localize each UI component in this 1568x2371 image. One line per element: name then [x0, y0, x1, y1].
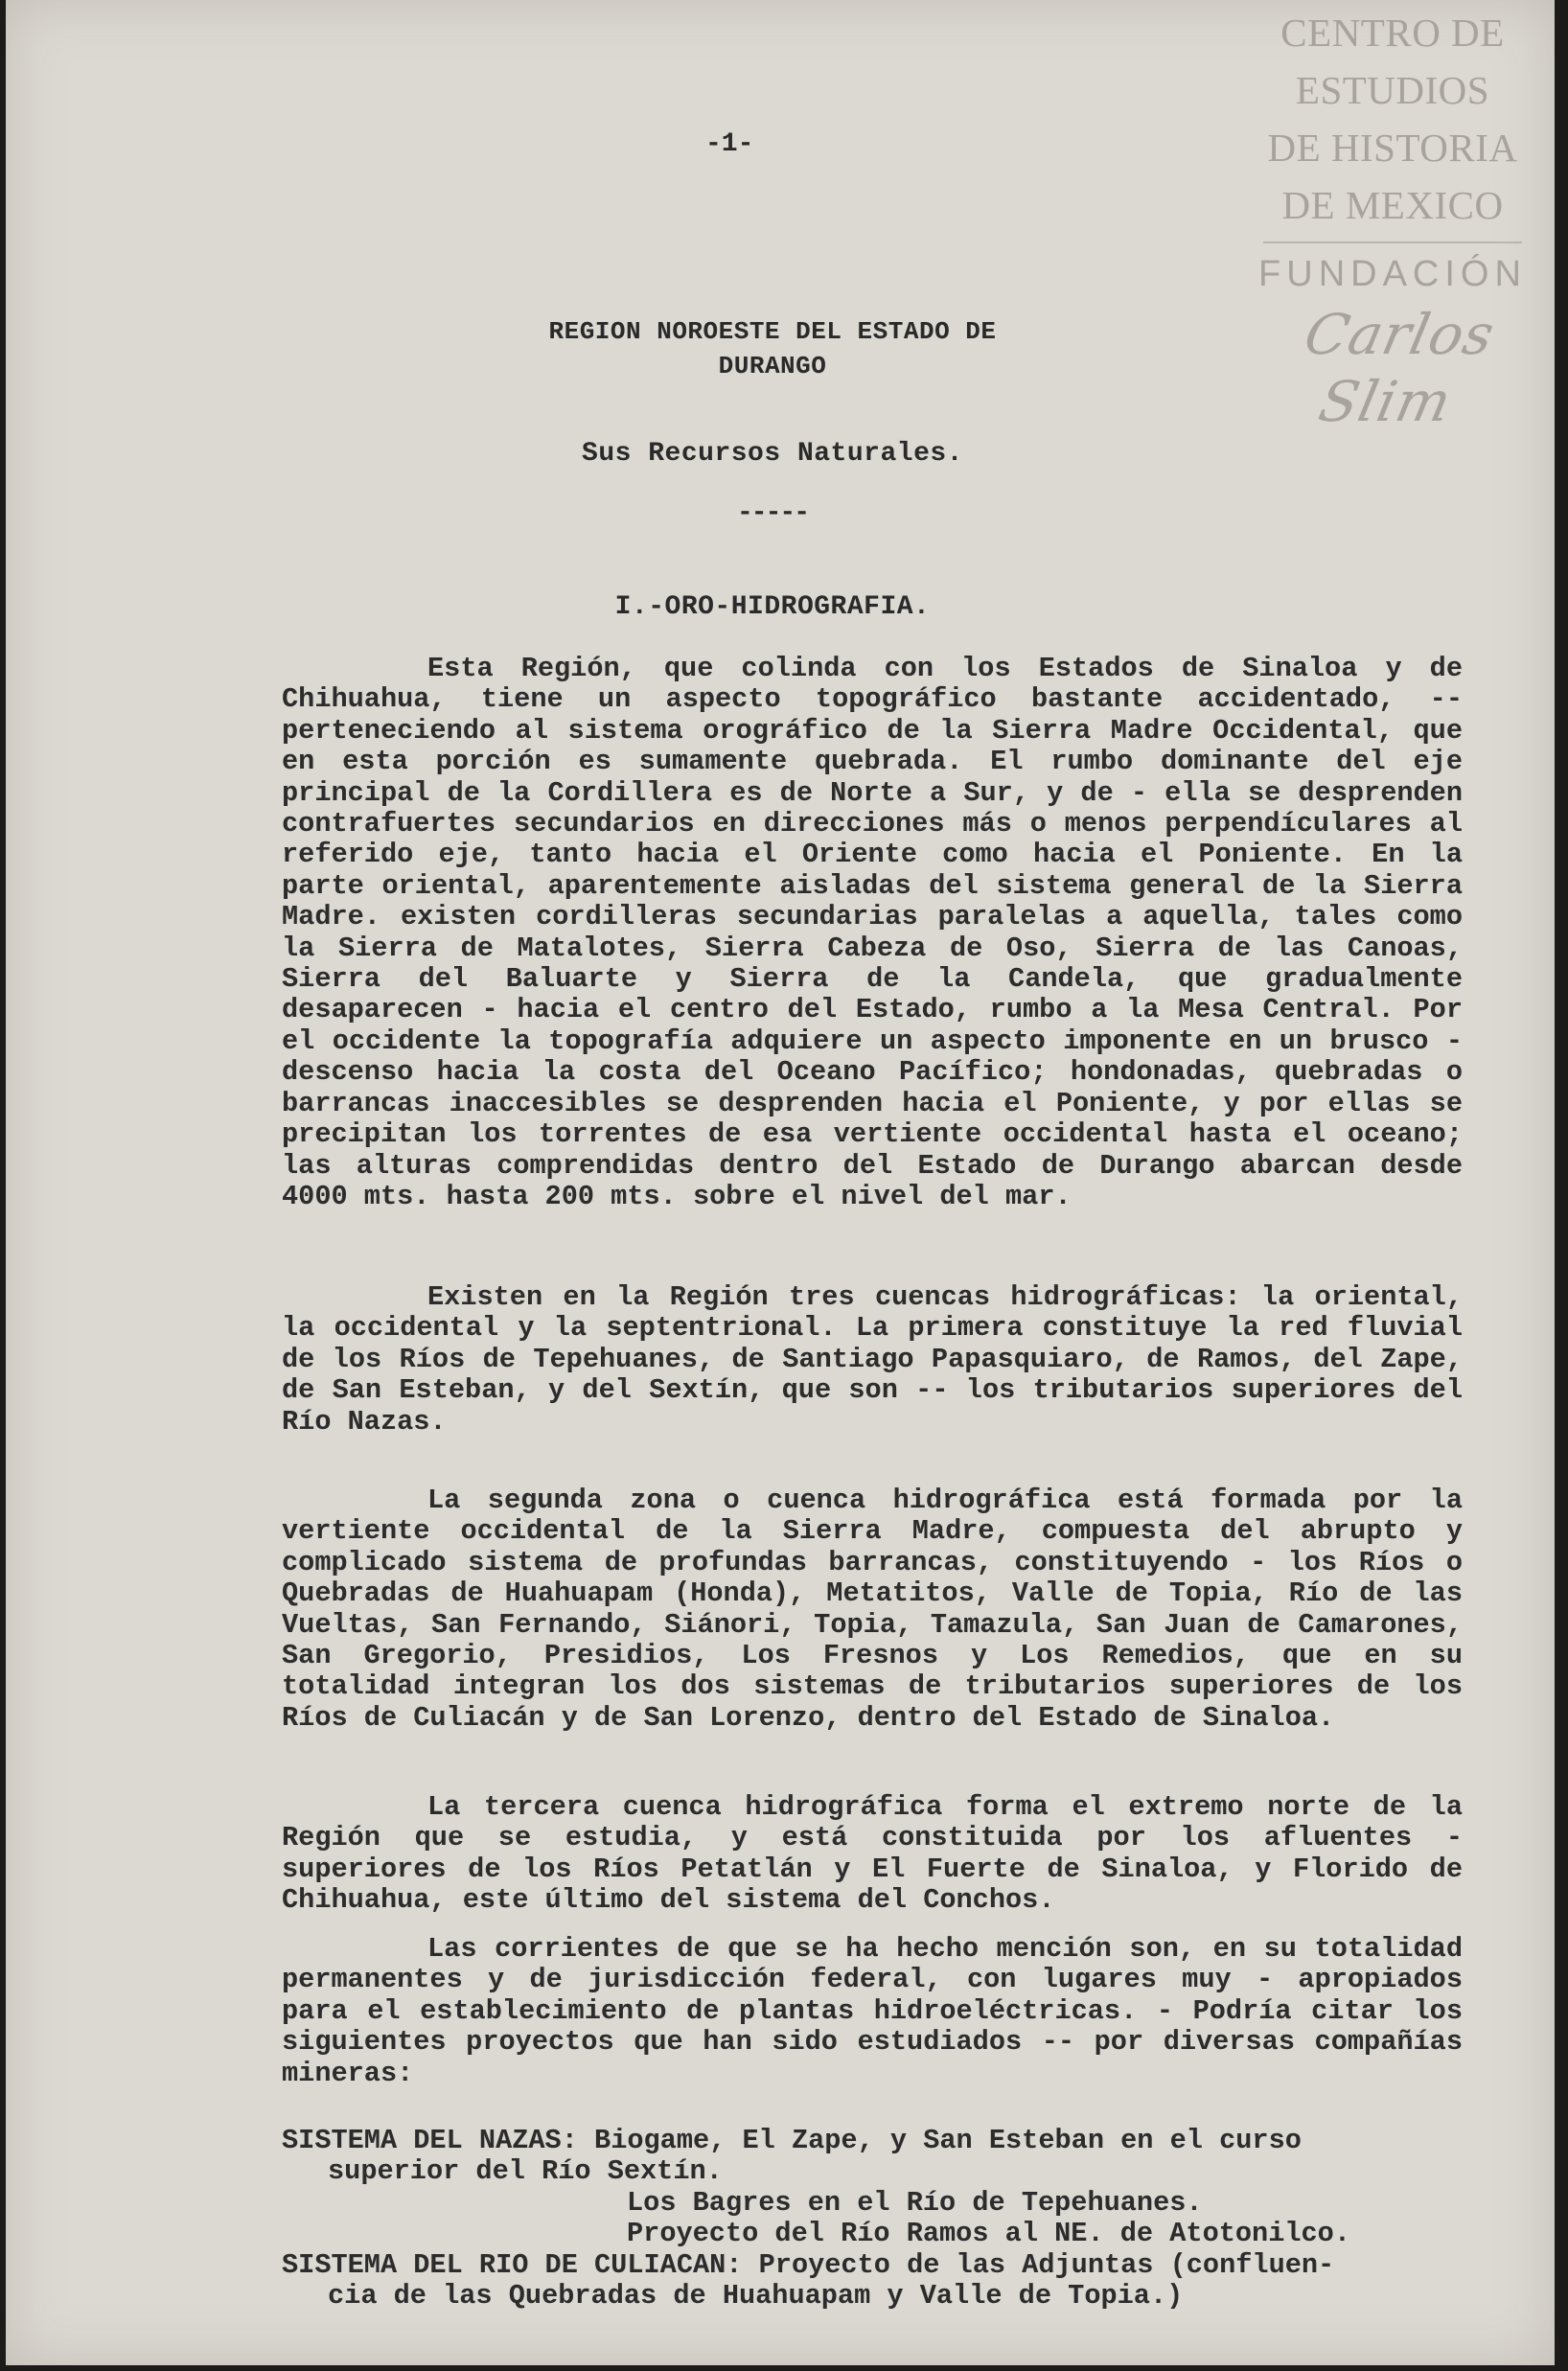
project-text: cia de las Quebradas de Huahuapam y Valle de Topia.): [328, 2280, 1184, 2313]
title-line-2: DURANGO: [718, 352, 827, 380]
project-text: superior del Río Sextín.: [328, 2155, 723, 2188]
section-heading: I.-ORO-HIDROGRAFIA.: [614, 592, 931, 622]
title-separator: -----: [736, 498, 808, 528]
paragraph-basins: Existen en la Región tres cuencas hidrográficas: la oriental, la occidental y la septentrional. La primera constituye la red fluvial de los Ríos de Tepehuanes, de Santiago Papasquiaro, de Ramos, del Zape, de San Esteban, y del Sextín, que son -- los tributarios superiores del Río Nazas.: [282, 1281, 1463, 1438]
project-row: [282, 2156, 1509, 2187]
project-text: Proyecto de las Adjuntas (confluen-: [758, 2248, 1335, 2281]
project-row: [282, 2126, 1509, 2156]
watermark-line-1: CENTRO DE: [1280, 11, 1505, 55]
paragraph-western-basin: La segunda zona o cuenca hidrográfica está formada por la vertiente occidental de la Sierra Madre, compuesta del abrupto y complicado sistema de profundas barrancas, constituyendo - los Ríos o Quebradas de Huahuapam (Honda), Metatitos, Valle de Topia, Río de las Vueltas, San Fernando, Siánori, Topia, Tamazula, San Juan de Camarones, San Gregorio, Presidios, Los Fresnos y Los Remedios, que en su totalidad integran los dos sistemas de tributarios superiores de los Ríos de Culiacán y de San Lorenzo, dentro del Estado de Sinaloa.: [282, 1485, 1463, 1734]
watermark-divider: [1263, 242, 1522, 243]
paragraph-northern-basin: La tercera cuenca hidrográfica forma el extremo norte de la Región que se estudia, y está constituida por los afluentes - superiores de los Ríos Petatlán y El Fuerte de Sinaloa, y Florido de Chihuahua, este último del sistema del Conchos.: [282, 1791, 1463, 1917]
watermark-signature: Carlos Slim: [1299, 302, 1501, 434]
document-title: [6, 314, 1539, 383]
project-text: Biogame, El Zape, y San Esteban en el curso: [594, 2125, 1302, 2156]
system-label-nazas: SISTEMA DEL NAZAS:: [282, 2125, 578, 2156]
projects-list: [282, 2126, 1509, 2312]
title-line-1: REGION NOROESTE DEL ESTADO DE: [548, 317, 997, 346]
watermark-line-2: ESTUDIOS: [1295, 68, 1490, 112]
system-label-culiacan: SISTEMA DEL RIO DE CULIACAN:: [282, 2248, 743, 2281]
project-row: [282, 2281, 1509, 2312]
page-number: -1-: [705, 129, 754, 159]
project-row: [282, 2250, 1509, 2281]
document-subtitle: Sus Recursos Naturales.: [582, 439, 963, 469]
project-text: Proyecto del Río Ramos al NE. de Atotonilco.: [627, 2218, 1350, 2250]
watermark-foundation: FUNDACIÓN: [1258, 254, 1527, 294]
paragraph-orography: Esta Región, que colinda con los Estados de Sinaloa y de Chihuahua, tiene un aspecto topográfico bastante accidentado, -- perteneciendo al sistema orográfico de la Sierra Madre Occidental, que en esta porción es sumamente quebrada. El rumbo dominante del eje principal de la Cordillera es de Norte a Sur, y de - ella se desprenden contrafuertes secundarios en direcciones más o menos perpendículares al referido eje, tanto hacia el Oriente como hacia el Poniente. En la parte oriental, aparentemente aisladas del sistema general de la Sierra Madre. existen cordilleras secundarias paralelas a aquella, tales como la Sierra de Matalotes, Sierra Cabeza de Oso, Sierra de las Canoas, Sierra del Baluarte y Sierra de la Candela, que gradualmente desaparecen - hacia el centro del Estado, rumbo a la Mesa Central. Por el occidente la topografía adquiere un aspecto imponente en un brusco - descenso hacia la costa del Oceano Pacífico; hondonadas, quebradas o barrancas inaccesibles se desprenden hacia el Poniente, y por ellas se precipitan los torrentes de esa vertiente occidental hasta el oceano; las alturas comprendidas dentro del Estado de Durango abarcan desde 4000 mts. hasta 200 mts. sobre el nivel del mar.: [282, 653, 1463, 1212]
project-row: [282, 2219, 1509, 2249]
document-page: [6, 0, 1555, 2365]
watermark-line-4: DE MEXICO: [1281, 183, 1504, 227]
paragraph-hydro-projects: Las corrientes de que se ha hecho mención son, en su totalidad permanentes y de jurisdicción federal, con lugares muy - apropiados para el establecimiento de plantas hidroeléctricas. - Podría citar los siguientes proyectos que han sido estudiados -- por diversas compañías mineras:: [282, 1933, 1463, 2089]
watermark-line-3: DE HISTORIA: [1267, 126, 1518, 170]
project-text: Los Bagres en el Río de Tepehuanes.: [627, 2186, 1203, 2219]
project-row: [282, 2188, 1509, 2219]
